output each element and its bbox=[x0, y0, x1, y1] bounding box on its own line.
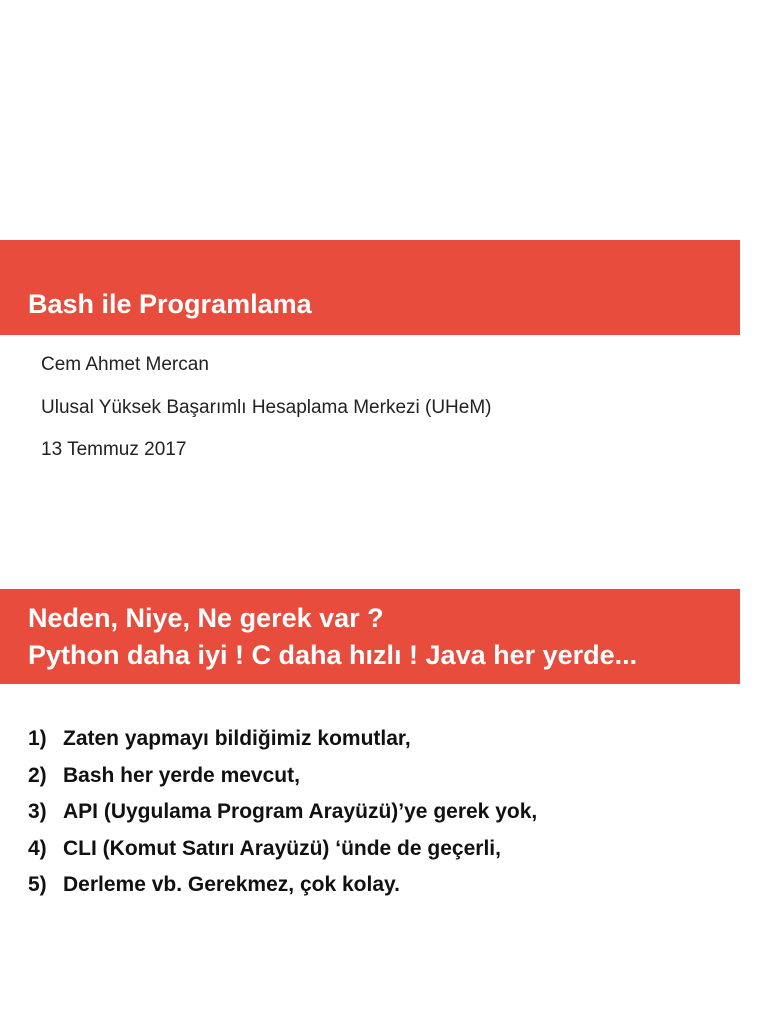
list-item bbox=[28, 831, 537, 868]
reasons-list bbox=[28, 721, 537, 904]
list-item bbox=[28, 721, 537, 758]
institute-name: Ulusal Yüksek Başarımlı Hesaplama Merkezi (UHeM) bbox=[41, 397, 492, 418]
list-item bbox=[28, 758, 537, 795]
list-item-text: Derleme vb. Gerekmez, çok kolay. bbox=[63, 873, 400, 896]
list-item-text: CLI (Komut Satırı Arayüzü) ‘ünde de geçerli, bbox=[63, 836, 501, 860]
question-heading-line2: Python daha iyi ! C daha hızlı ! Java her yerde... bbox=[28, 640, 638, 670]
list-item-text: Zaten yapmayı bildiğimiz komutlar, bbox=[63, 727, 411, 750]
list-item-number: 3) bbox=[28, 800, 47, 823]
author-name: Cem Ahmet Mercan bbox=[41, 354, 209, 375]
list-item bbox=[28, 867, 537, 904]
question-banner bbox=[0, 589, 740, 684]
list-item-number: 4) bbox=[28, 836, 47, 860]
list-item-text: Bash her yerde mevcut, bbox=[63, 763, 300, 787]
list-item-number: 2) bbox=[28, 763, 47, 787]
question-heading-line1: Neden, Niye, Ne gerek var ? bbox=[28, 603, 384, 633]
presentation-title: Bash ile Programlama bbox=[28, 289, 312, 319]
list-item-number: 5) bbox=[28, 873, 47, 896]
list-item-text: API (Uygulama Program Arayüzü)’ye gerek yok, bbox=[63, 800, 538, 823]
presentation-date: 13 Temmuz 2017 bbox=[41, 439, 187, 460]
list-item-number: 1) bbox=[28, 727, 47, 750]
list-item bbox=[28, 794, 537, 831]
title-banner bbox=[0, 240, 740, 335]
